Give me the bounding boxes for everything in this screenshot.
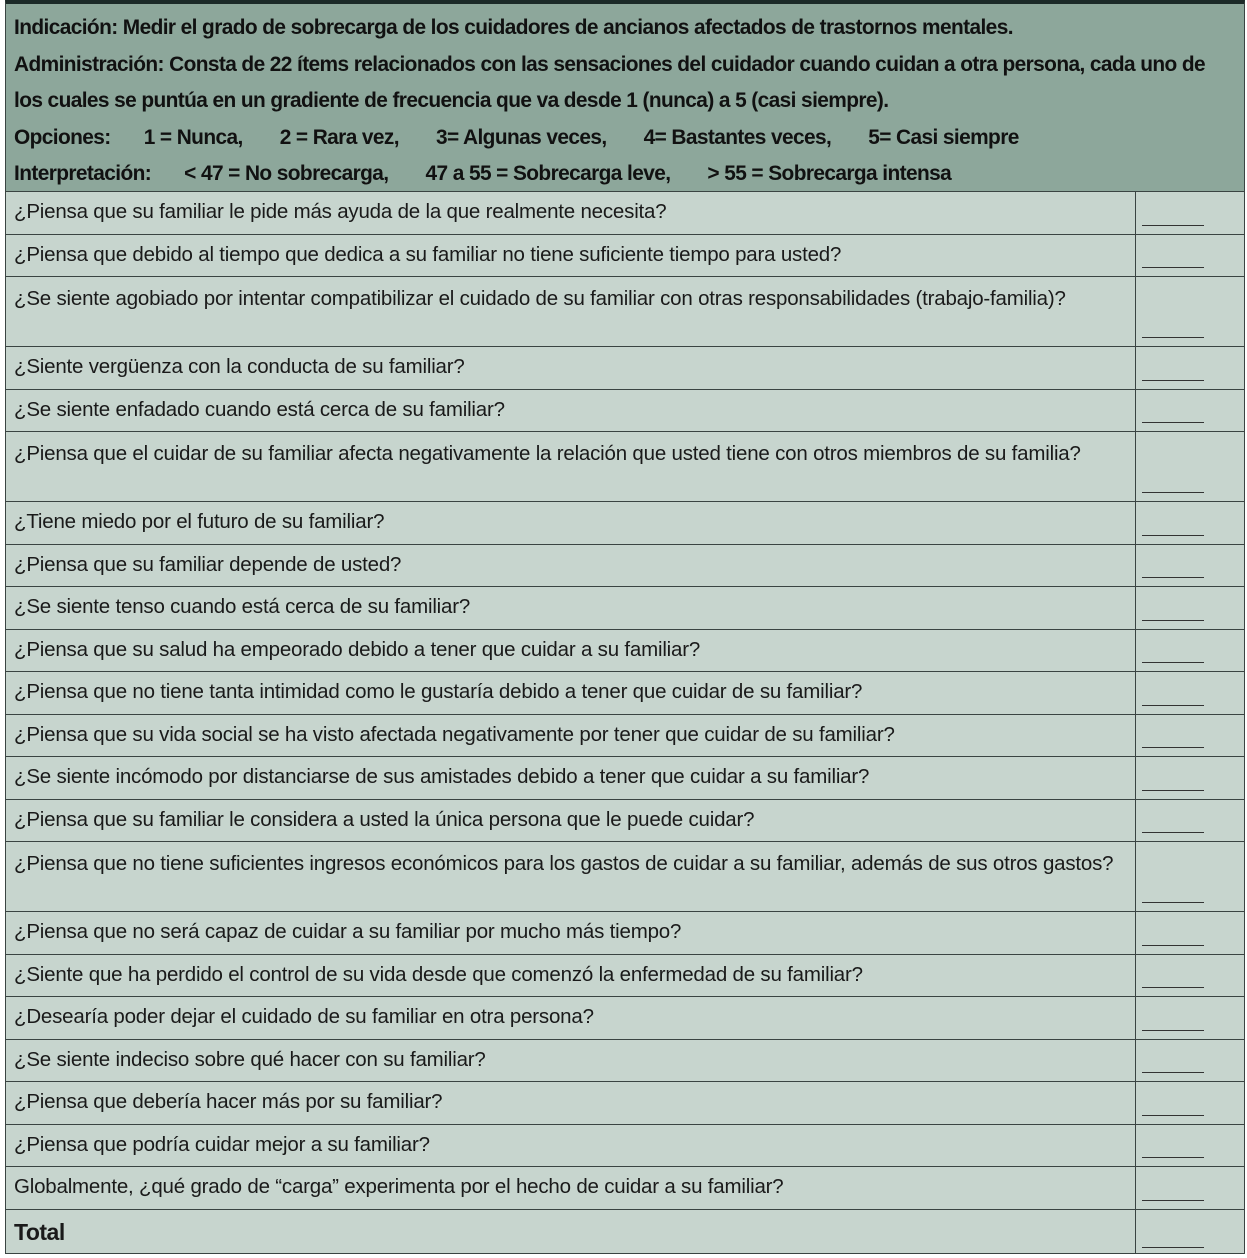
- question-row-20: [6, 1082, 1244, 1125]
- question-row-19: [6, 1040, 1244, 1083]
- question-text: ¿Piensa que no tiene tanta intimidad como le gustaría debido a tener que cuidar de su familiar?: [6, 672, 1136, 714]
- score-blank-line: [1142, 747, 1204, 748]
- score-cell[interactable]: [1136, 842, 1244, 911]
- score-cell[interactable]: [1136, 1125, 1244, 1167]
- score-cell[interactable]: [1136, 757, 1244, 799]
- option-3: 3= Algunas veces,: [435, 125, 607, 149]
- question-text: ¿Desearía poder dejar el cuidado de su familiar en otra persona?: [6, 997, 1136, 1039]
- options-label: Opciones:: [14, 125, 111, 149]
- total-label: Total: [6, 1210, 1136, 1255]
- score-blank-line: [1142, 902, 1204, 903]
- question-row-13: [6, 757, 1244, 800]
- question-text: ¿Se siente enfadado cuando está cerca de su familiar?: [6, 390, 1136, 432]
- question-row-5: [6, 390, 1244, 433]
- questionnaire-header: [6, 4, 1244, 192]
- option-2: 2 = Rara vez,: [279, 125, 399, 149]
- question-row-16: [6, 912, 1244, 955]
- score-blank-line: [1142, 662, 1204, 663]
- score-blank-line: [1142, 832, 1204, 833]
- score-blank-line: [1142, 380, 1204, 381]
- score-blank-line: [1142, 267, 1204, 268]
- option-4: 4= Bastantes veces,: [643, 125, 832, 149]
- question-text: ¿Se siente indeciso sobre qué hacer con su familiar?: [6, 1040, 1136, 1082]
- administration-text-1: Consta de 22 ítems relacionados con las sensaciones del cuidador cuando cuidan a otra persona, cada uno de: [169, 52, 1206, 76]
- score-cell[interactable]: [1136, 800, 1244, 842]
- question-text: ¿Piensa que no tiene suficientes ingresos económicos para los gastos de cuidar a su familiar, además de sus otros gastos?: [6, 842, 1136, 911]
- question-row-6: [6, 432, 1244, 502]
- score-cell[interactable]: [1136, 235, 1244, 277]
- question-text: ¿Se siente agobiado por intentar compatibilizar el cuidado de su familiar con otras responsabilidades (trabajo-familia)?: [6, 277, 1136, 346]
- score-blank-line: [1142, 790, 1204, 791]
- interpretation-label: Interpretación:: [14, 162, 152, 185]
- score-blank-line: [1142, 620, 1204, 621]
- score-blank-line: [1142, 705, 1204, 706]
- question-row-4: [6, 347, 1244, 390]
- score-blank-line: [1142, 422, 1204, 423]
- question-row-8: [6, 545, 1244, 588]
- question-row-18: [6, 997, 1244, 1040]
- administration-text-2: los cuales se puntúa en un gradiente de frecuencia que va desde 1 (nunca) a 5 (casi siempre).: [14, 89, 889, 112]
- administration-label: Administración:: [14, 52, 164, 76]
- question-row-3: [6, 277, 1244, 347]
- score-blank-line: [1142, 225, 1204, 226]
- score-cell[interactable]: [1136, 390, 1244, 432]
- score-blank-line: [1142, 945, 1204, 946]
- question-row-15: [6, 842, 1244, 912]
- question-text: ¿Piensa que podría cuidar mejor a su familiar?: [6, 1125, 1136, 1167]
- score-blank-line: [1142, 1247, 1204, 1248]
- administration-line: [14, 47, 1236, 84]
- question-row-10: [6, 630, 1244, 673]
- total-score-cell[interactable]: [1136, 1210, 1244, 1255]
- question-text: ¿Piensa que debería hacer más por su familiar?: [6, 1082, 1136, 1124]
- score-cell[interactable]: [1136, 1040, 1244, 1082]
- score-blank-line: [1142, 1157, 1204, 1158]
- interpretation-intense-burden: > 55 = Sobrecarga intensa: [707, 162, 952, 185]
- score-blank-line: [1142, 337, 1204, 338]
- zarit-caregiver-burden-questionnaire: [5, 0, 1245, 1254]
- score-cell[interactable]: [1136, 997, 1244, 1039]
- question-text: ¿Se siente tenso cuando está cerca de su familiar?: [6, 587, 1136, 629]
- question-text: ¿Piensa que no será capaz de cuidar a su familiar por mucho más tiempo?: [6, 912, 1136, 954]
- question-text: ¿Piensa que su salud ha empeorado debido a tener que cuidar a su familiar?: [6, 630, 1136, 672]
- score-blank-line: [1142, 1030, 1204, 1031]
- options-line: [14, 120, 1236, 157]
- score-cell[interactable]: [1136, 192, 1244, 234]
- indication-line: [14, 10, 1236, 47]
- score-blank-line: [1142, 535, 1204, 536]
- question-row-17: [6, 955, 1244, 998]
- score-cell[interactable]: [1136, 347, 1244, 389]
- indication-text: Medir el grado de sobrecarga de los cuidadores de ancianos afectados de trastornos mentales.: [122, 16, 1013, 39]
- question-row-7: [6, 502, 1244, 545]
- score-cell[interactable]: [1136, 502, 1244, 544]
- score-cell[interactable]: [1136, 277, 1244, 346]
- option-5: 5= Casi siempre: [868, 125, 1019, 149]
- score-cell[interactable]: [1136, 545, 1244, 587]
- question-list: [6, 192, 1244, 1254]
- question-text: ¿Piensa que el cuidar de su familiar afecta negativamente la relación que usted tiene con otros miembros de su familia?: [6, 432, 1136, 501]
- question-text: ¿Siente que ha perdido el control de su vida desde que comenzó la enfermedad de su familiar?: [6, 955, 1136, 997]
- score-cell[interactable]: [1136, 1167, 1244, 1209]
- question-row-1: [6, 192, 1244, 235]
- interpretation-line: [14, 156, 1236, 193]
- question-row-2: [6, 235, 1244, 278]
- score-cell[interactable]: [1136, 912, 1244, 954]
- question-row-21: [6, 1125, 1244, 1168]
- score-blank-line: [1142, 492, 1204, 493]
- score-cell[interactable]: [1136, 955, 1244, 997]
- score-blank-line: [1142, 577, 1204, 578]
- question-row-14: [6, 800, 1244, 843]
- score-blank-line: [1142, 1115, 1204, 1116]
- question-text: ¿Tiene miedo por el futuro de su familiar?: [6, 502, 1136, 544]
- score-cell[interactable]: [1136, 432, 1244, 501]
- question-row-22: [6, 1167, 1244, 1210]
- question-text: ¿Piensa que su vida social se ha visto afectada negativamente por tener que cuidar de su familiar?: [6, 715, 1136, 757]
- question-text: Globalmente, ¿qué grado de “carga” experimenta por el hecho de cuidar a su familiar?: [6, 1167, 1136, 1209]
- question-text: ¿Piensa que debido al tiempo que dedica a su familiar no tiene suficiente tiempo para usted?: [6, 235, 1136, 277]
- score-cell[interactable]: [1136, 587, 1244, 629]
- score-cell[interactable]: [1136, 672, 1244, 714]
- score-cell[interactable]: [1136, 715, 1244, 757]
- total-row: [6, 1210, 1244, 1255]
- score-blank-line: [1142, 1200, 1204, 1201]
- question-text: ¿Se siente incómodo por distanciarse de sus amistades debido a tener que cuidar a su familiar?: [6, 757, 1136, 799]
- score-blank-line: [1142, 987, 1204, 988]
- interpretation-mild-burden: 47 a 55 = Sobrecarga leve,: [425, 162, 671, 185]
- indication-label: Indicación:: [14, 16, 118, 39]
- question-row-12: [6, 715, 1244, 758]
- score-blank-line: [1142, 1072, 1204, 1073]
- question-row-9: [6, 587, 1244, 630]
- interpretation-no-burden: < 47 = No sobrecarga,: [184, 162, 389, 185]
- administration-line-2: [14, 83, 1236, 120]
- score-cell[interactable]: [1136, 630, 1244, 672]
- question-text: ¿Piensa que su familiar le considera a usted la única persona que le puede cuidar?: [6, 800, 1136, 842]
- question-text: ¿Siente vergüenza con la conducta de su familiar?: [6, 347, 1136, 389]
- score-cell[interactable]: [1136, 1082, 1244, 1124]
- question-text: ¿Piensa que su familiar le pide más ayuda de la que realmente necesita?: [6, 192, 1136, 234]
- question-row-11: [6, 672, 1244, 715]
- question-text: ¿Piensa que su familiar depende de usted?: [6, 545, 1136, 587]
- option-1: 1 = Nunca,: [143, 125, 243, 149]
